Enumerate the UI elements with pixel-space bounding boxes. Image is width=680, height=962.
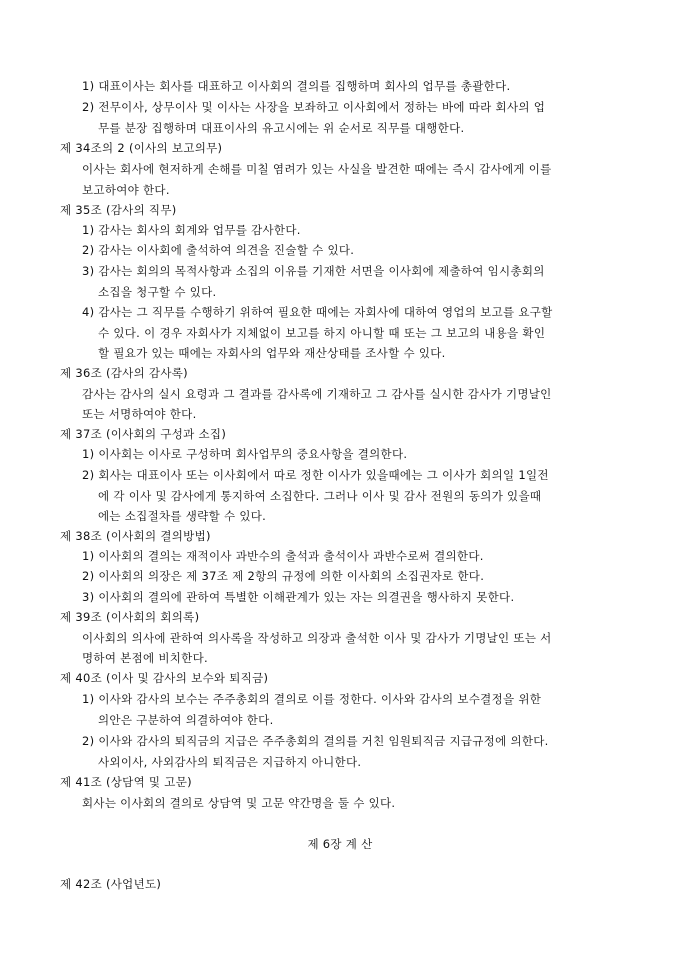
clause-item: 2) 회사는 대표이사 또는 이사회에서 따로 정한 이사가 있을때에는 그 이사가 회의일 1일전 bbox=[82, 468, 549, 482]
clause-item: 1) 이사회의 결의는 재적이사 과반수의 출석과 출석이사 과반수로써 결의한다. bbox=[82, 549, 484, 563]
clause-item-continuation: 사외이사, 사외감사의 퇴직금은 지급하지 아니한다. bbox=[98, 755, 362, 769]
clause-item-continuation: 소집을 청구할 수 있다. bbox=[98, 285, 217, 299]
article-heading: 제 37조 (이사회의 구성과 소집) bbox=[60, 427, 227, 441]
chapter-heading: 제 6장 계 산 bbox=[307, 837, 373, 851]
clause-item-continuation: 에는 소집절차를 생략할 수 있다. bbox=[98, 509, 267, 523]
clause-item: 1) 이사회는 이사로 구성하며 회사업무의 중요사항을 결의한다. bbox=[82, 447, 408, 461]
article-body: 회사는 이사회의 결의로 상담역 및 고문 약간명을 둘 수 있다. bbox=[82, 796, 396, 810]
clause-item: 1) 대표이사는 회사를 대표하고 이사회의 결의를 집행하며 회사의 업무를 총괄한다. bbox=[82, 79, 511, 93]
clause-item: 2) 전무이사, 상무이사 및 이사는 사장을 보좌하고 이사회에서 정하는 바에 따라 회사의 업 bbox=[82, 100, 546, 114]
clause-item: 1) 감사는 회사의 회계와 업무를 감사한다. bbox=[82, 223, 301, 237]
article-heading: 제 39조 (이사회의 회의록) bbox=[60, 610, 200, 624]
clause-item: 1) 이사와 감사의 보수는 주주총회의 결의로 이를 정한다. 이사와 감사의 보수결정을 위한 bbox=[82, 692, 542, 706]
clause-item: 4) 감사는 그 직무를 수행하기 위하여 필요한 때에는 자회사에 대하여 영업의 보고를 요구할 bbox=[82, 305, 553, 319]
article-body: 보고하여야 한다. bbox=[82, 183, 170, 197]
article-body: 이사회의 의사에 관하여 의사록을 작성하고 의장과 출석한 이사 및 감사가 기명날인 또는 서 bbox=[82, 631, 552, 645]
article-body: 명하여 본점에 비치한다. bbox=[82, 651, 208, 665]
article-heading: 제 36조 (감사의 감사록) bbox=[60, 366, 188, 380]
article-heading: 제 34조의 2 (이사의 보고의무) bbox=[60, 141, 223, 155]
article-body: 또는 서명하여야 한다. bbox=[82, 407, 197, 421]
clause-item: 3) 이사회의 결의에 관하여 특별한 이해관계가 있는 자는 의결권을 행사하지 못한다. bbox=[82, 590, 515, 604]
clause-item-continuation: 의안은 구분하여 의결하여야 한다. bbox=[98, 713, 274, 727]
clause-item: 2) 감사는 이사회에 출석하여 의견을 진술할 수 있다. bbox=[82, 243, 355, 257]
article-body: 감사는 감사의 실시 요령과 그 결과를 감사록에 기재하고 그 감사를 실시한 감사가 기명날인 bbox=[82, 387, 552, 401]
clause-item: 2) 이사회의 의장은 제 37조 제 2항의 규정에 의한 이사회의 소집권자로 한다. bbox=[82, 569, 485, 583]
article-heading: 제 40조 (이사 및 감사의 보수와 퇴직금) bbox=[60, 671, 269, 685]
article-heading: 제 38조 (이사회의 결의방법) bbox=[60, 529, 211, 543]
clause-item-continuation: 수 있다. 이 경우 자회사가 지체없이 보고를 하지 아니할 때 또는 그 보고의 내용을 확인 bbox=[98, 326, 546, 340]
article-heading: 제 41조 (상담역 및 고문) bbox=[60, 775, 192, 789]
article-heading: 제 42조 (사업년도) bbox=[60, 877, 162, 891]
article-body: 이사는 회사에 현저하게 손해를 미칠 염려가 있는 사실을 발견한 때에는 즉시 감사에게 이를 bbox=[82, 162, 552, 176]
clause-item: 2) 이사와 감사의 퇴직금의 지급은 주주총회의 결의를 거친 임원퇴직금 지급규정에 의한다. bbox=[82, 734, 549, 748]
clause-item-continuation: 할 필요가 있는 때에는 자회사의 업무와 재산상태를 조사할 수 있다. bbox=[98, 346, 446, 360]
clause-item-continuation: 무를 분장 집행하며 대표이사의 유고시에는 위 순서로 직무를 대행한다. bbox=[98, 121, 465, 135]
clause-item: 3) 감사는 회의의 목적사항과 소집의 이유를 기재한 서면을 이사회에 제출하여 임시총회의 bbox=[82, 264, 545, 278]
clause-item-continuation: 에 각 이사 및 감사에게 통지하여 소집한다. 그러나 이사 및 감사 전원의 동의가 있을때 bbox=[98, 489, 542, 503]
article-heading: 제 35조 (감사의 직무) bbox=[60, 203, 177, 217]
